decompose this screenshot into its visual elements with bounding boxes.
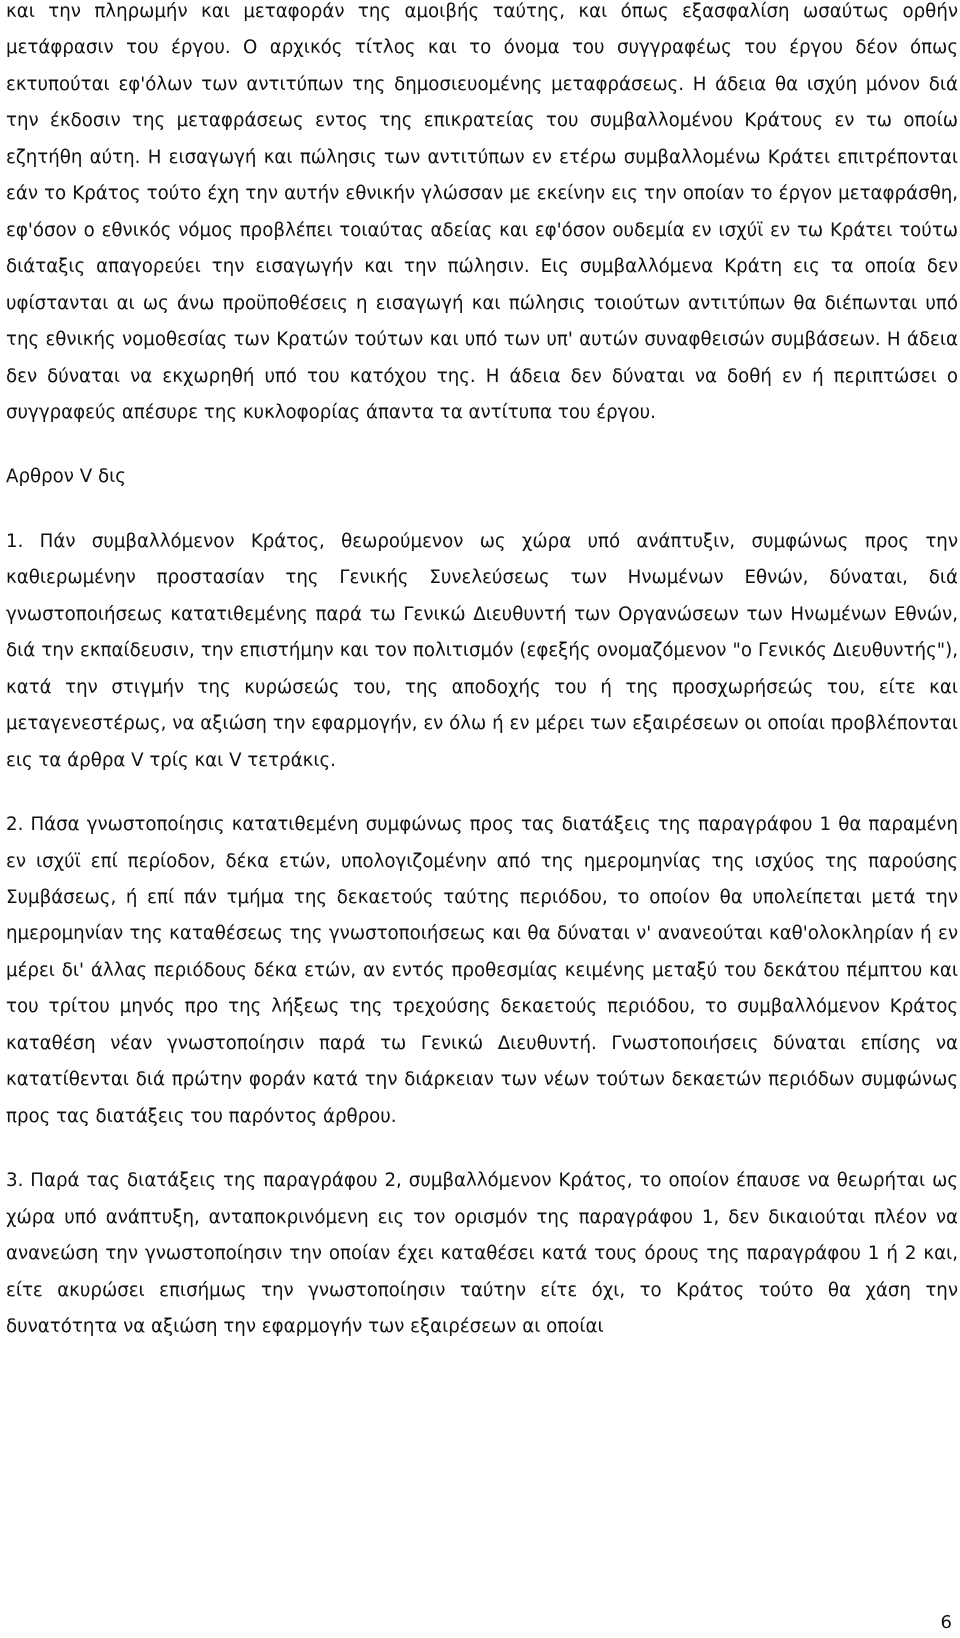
article-heading: Αρθρον V δις [6, 466, 126, 488]
paragraph-item-3: 3. Παρά τας διατάξεις της παραγράφου 2, συμβαλλόμενον Κράτος, το οποίον έπαυσε να θεωρήται ως χώρα υπό ανάπτυξη, ανταποκρινόμενη εις τον ορισμόν της παραγράφου 1, δεν δικαιούται πλέον να ανανεώση την γνωστοποίησιν την οποίαν έχει καταθέσει κατά τους όρους της παραγράφου 1 ή 2 και, είτε ακυρώσει επισήμως την γνωστοποίησιν ταύτην είτε όχι, το Κράτος τούτο θα χάση την δυνατότητα να αξιώση την εφαρμογήν των εξαιρέσεων αι οποίαι [6, 1170, 958, 1337]
paragraph-gap [6, 1135, 958, 1163]
paragraph-gap [6, 496, 958, 524]
paragraph-item-2: 2. Πάσα γνωστοποίησις κατατιθεμένη συμφώνως προς τας διατάξεις της παραγράφου 1 θα παραμένη εν ισχύϊ επί περίοδον, δέκα ετών, υπολογιζομένην από της ημερομηνίας της ισχύος της παρούσης Συμβάσεως, ή επί πάν τμήμα της δεκαετούς ταύτης περιόδου, το οποίον θα υπολείπεται μετά την ημερομηνίαν της καταθέσεως της γνωστοποιήσεως και θα δύναται ν' ανανεούται καθ'ολοκληρίαν ή εν μέρει δι' άλλας περιόδους δέκα ετών, αν εντός προθεσμίας κειμένης μεταξύ του δεκάτου πέμπτου και του τρίτου μηνός προ της λήξεως της τρεχούσης δεκαετούς περιόδου, το συμβαλλόμενον Κράτος καταθέση νέαν γνωστοποίησιν παρά τω Γενικώ Διευθυντή. Γνωστοποιήσεις δύναται επίσης να κατατίθενται διά πρώτην φοράν κατά την διάρκειαν των νέων τούτων δεκαετών περιόδων συμφώνως προς τας διατάξεις του παρόντος άρθρου. [6, 814, 958, 1127]
paragraph-item-1: 1. Πάν συμβαλλόμενον Κράτος, θεωρούμενον ως χώρα υπό ανάπτυξιν, συμφώνως προς την καθιερωμένην προστασίαν της Γενικής Συνελεύσεως των Ηνωμένων Εθνών, δύναται, διά γνωστοποιήσεως κατατιθεμένης παρά τω Γενικώ Διευθυντή των Οργανώσεων των Ηνωμένων Εθνών, διά την εκπαίδευσιν, την επιστήμην και τον πολιτισμόν (εφεξής ονομαζόμενον "ο Γενικός Διευθυντής"), κατά την στιγμήν της κυρώσεώς του, της αποδοχής του ή της προσχωρήσεώς του, είτε και μεταγενεστέρως, να αξιώση την εφαρμογήν, εν όλω ή εν μέρει των εξαιρέσεων οι οποίαι προβλέπονται εις τα άρθρα V τρίς και V τετράκις. [6, 530, 958, 771]
paragraph-gap [6, 779, 958, 807]
paragraph-license-conditions: και την πληρωμήν και μεταφοράν της αμοιβής ταύτης, και όπως εξασφαλίση ωσαύτως ορθήν μετάφρασιν του έργου. Ο αρχικός τίτλος και το όνομα του συγγραφέως του έργου δέον όπως εκτυπούται εφ'όλων των αντιτύπων της δημοσιευομένης μεταφράσεως. Η άδεια θα ισχύη μόνον διά την έκδοσιν της μεταφράσεως εντος της επικρατείας του συμβαλλομένου Κράτους εν τω οποίω εζητήθη αύτη. Η εισαγωγή και πώλησις των αντιτύπων εν ετέρω συμβαλλομένω Κράτει επιτρέπονται εάν το Κράτος τούτο έχη την αυτήν εθνικήν γλώσσαν με εκείνην εις την οποίαν το έργον μεταφράσθη, εφ'όσον ο εθνικός νόμος προβλέπει τοιαύτας αδείας και εφ'όσον ουδεμία εν ισχύϊ εν τω Κράτει τούτω διάταξις απαγορεύει την εισαγωγήν και την πώλησιν. Εις συμβαλλόμενα Κράτη εις τα οποία δεν υφίστανται αι ως άνω προϋποθέσεις η εισαγωγή και πώλησις τοιούτων αντιτύπων θα διέπωνται υπό της εθνικής νομοθεσίας των Κρατών τούτων και υπό των υπ' αυτών συναφθεισών συμβάσεων. Η άδεια δεν δύναται να εκχωρηθή υπό του κατόχου της. Η άδεια δεν δύναται να δοθή εν ή περιπτώσει ο συγγραφεύς απέσυρε της κυκλοφορίας άπαντα τα αντίτυπα του έργου. [6, 1, 958, 423]
page-number: 6 [940, 1612, 952, 1633]
document-page [6, 0, 958, 1345]
paragraph-gap [6, 431, 958, 459]
